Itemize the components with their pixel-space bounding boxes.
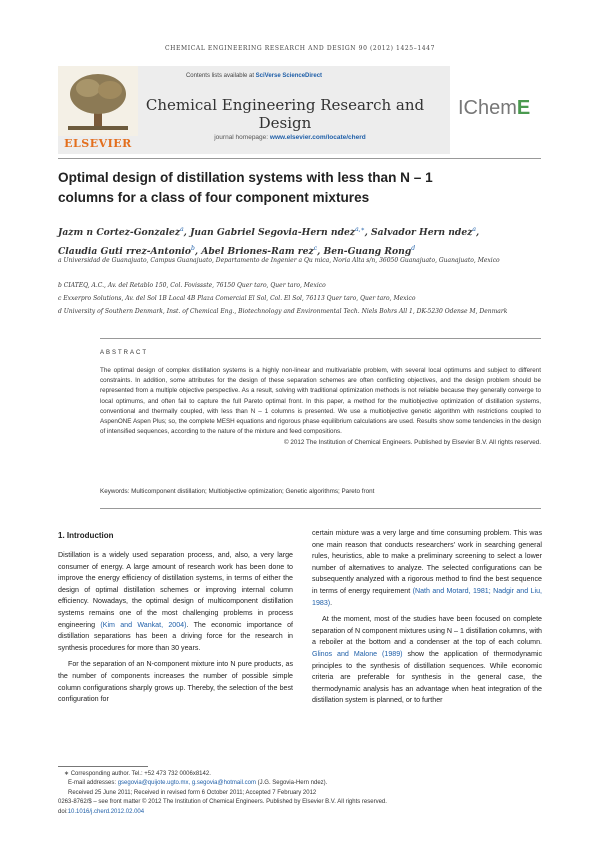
affiliation-b: b CIATEQ, A.C., Av. del Retablo 150, Col. Fovissste, 76150 Quer taro, Quer taro, Mexico [58, 282, 326, 289]
citation-link[interactable]: (Nath and Motard, 1981; Nadgir and Liu, 1983) [312, 586, 542, 607]
email-note: E-mail addresses: gsegovia@quijote.ugto.mx, g.segovia@hotmail.com (J.G. Segovia-Hern ndez). [68, 780, 328, 787]
author-affil-mark[interactable]: a [180, 226, 184, 233]
received-dates: Received 25 June 2011; Received in revised form 6 October 2011; Accepted 7 February 2012 [68, 789, 317, 796]
left-column [58, 550, 293, 706]
homepage-link[interactable]: www.elsevier.com/locate/cherd [269, 134, 366, 141]
author-affil-mark[interactable]: d [411, 245, 416, 253]
doi-link[interactable]: 10.1016/j.cherd.2012.02.004 [67, 808, 145, 815]
author-affil-mark[interactable]: b [191, 245, 195, 253]
paper-title-line-1: Optimal design of distillation systems with less than N – 1 [58, 170, 433, 185]
journal-homepage [150, 134, 430, 141]
abstract-body [100, 366, 541, 449]
running-head: CHEMICAL ENGINEERING RESEARCH AND DESIGN 90 (2012) 1425–1447 [164, 45, 435, 52]
divider [58, 158, 541, 159]
abstract-top-rule [100, 338, 541, 339]
publisher-logo-text: ELSEVIER [64, 137, 132, 150]
author-affil-mark[interactable]: c [313, 245, 318, 253]
abstract-copyright: © 2012 The Institution of Chemical Engineers. Published by Elsevier B.V. All rights reserved. [283, 439, 541, 447]
elsevier-tree-icon [58, 66, 138, 136]
author-affil-mark[interactable]: a [472, 226, 476, 233]
homepage-prefix: journal homepage: [214, 134, 270, 141]
author-name[interactable]: Abel Briones-Ram rez [201, 246, 314, 258]
footnote-rule [58, 766, 148, 767]
footnotes [58, 770, 538, 817]
author-affil-mark[interactable]: a,∗ [355, 226, 365, 233]
ichem-logo-e: E [516, 97, 531, 119]
affiliation-d: d University of Southern Denmark, Inst. of Chemical Eng., Biotechnology and Environmental Tech. Niels Bohrs All 1, DK-5230 Odense M, Denmark [58, 308, 508, 315]
paragraph: For the separation of an N-component mixture into N pure products, as the number of components increases the number of possible simple column configurations sharply grows up. Thereby, the selection of the best configuration for [58, 660, 293, 704]
ichem-logo [458, 97, 530, 120]
author-list: Jazm n Cortez-Gonzalez$^a$, Juan Gabriel Segovia-Hern ndez$^{a,∗}$, Salvador Hern ndez$^a$, Claudia Guti rrez-Antonio$^b$, Abel Briones-Ram rez$^c$, Ben-Guang Rong$^d$ [58, 226, 480, 258]
author-name[interactable]: Jazm n Cortez-Gonzalez [58, 227, 181, 239]
paper-title [58, 168, 538, 208]
abstract-bottom-rule [100, 508, 541, 509]
citation-link[interactable]: Glinos and Malone (1989) [312, 649, 403, 658]
doi-line: doi:10.1016/j.cherd.2012.02.004 [58, 808, 145, 815]
contents-line [140, 73, 368, 79]
journal-title: Chemical Engineering Research and Design [145, 96, 425, 132]
paragraph: certain mixture was a very large and time consuming problem. This was one main reason that conducts researchers' work in searching general rules, heuristics, able to make a preliminary screening to select a lower number of alternatives to analyze. The selected configurations can be subsequently analyzed with a rigorous method to find the best sequence in terms of energy requirement (Nath and Motard, 1981; Nadgir and Liu, 1983). [312, 529, 542, 607]
abstract-heading: ABSTRACT [100, 350, 149, 356]
citation-link[interactable]: (Kim and Wankat, 2004) [100, 620, 187, 629]
section-heading-introduction: 1. Introduction [58, 531, 114, 540]
right-column [312, 528, 542, 707]
keywords: Keywords: Multicomponent distillation; Multiobjective optimization; Genetic algorithms; Pareto front [100, 488, 375, 495]
author-name[interactable]: Claudia Guti rrez-Antonio [58, 246, 191, 258]
email-link[interactable]: gsegovia@quijote.ugto.mx, g.segovia@hotmail.com [117, 780, 256, 787]
affiliation-a: a Universidad de Guanajuato, Campus Guanajuato, Departamento de Ingenier a Qu mica, Noria Alta s/n, 36050 Guanajuato, Guanajuato, Mexico [58, 257, 500, 264]
paragraph: At the moment, most of the studies have been focused on complete separation of N component mixtures using N – 1 distillation columns, with a reboiler at the bottom and a condenser at the top of each column. Glinos and Malone (1989) show the application of thermodynamic principles to the synthesis of distillation sequences. While economic criteria are preferable for synthesis in the general case, the thermodynamic analysis has an advantage when heat integration of the distillation system is planned, or to further [312, 615, 542, 705]
ichem-logo-main: IChem [458, 97, 517, 119]
issn-line: 0263-8762/$ – see front matter © 2012 The Institution of Chemical Engineers. Published by Elsevier B.V. All rights reserved. [58, 799, 387, 806]
contents-prefix: Contents lists available at [185, 73, 256, 79]
author-name[interactable]: Salvador Hern ndez [371, 227, 473, 239]
sciencedirect-link[interactable]: SciVerse ScienceDirect [255, 73, 323, 79]
author-name[interactable]: Juan Gabriel Segovia-Hern ndez [190, 227, 356, 239]
corresponding-author-note: ∗ Corresponding author. Tel.: +52 473 732 0006x8142. [64, 771, 211, 777]
paragraph: Distillation is a widely used separation process, and, also, a very large consumer of energy. A large amount of research work has been done to improve the energy efficiency of distillation systems, in terms of either the design of optimal distillation schemes or improving internal column efficiency. Nowadays, the optimal design of multicomponent distillation systems remains one of the most challenging problems in process engineering (Kim and Wankat, 2004). The economic importance of distillation separations has been a driving force for the research in synthesis procedures for more than 30 years. [58, 551, 293, 652]
affiliation-c: c Exxerpro Solutions, Av. del Sol 1B Local 4B Plaza Comercial El Sol, Col. El Sol, 76113 Quer taro, Quer taro, Mexico [58, 295, 416, 302]
paper-title-line-2: columns for a class of four component mixtures [58, 190, 370, 205]
author-name[interactable]: Ben-Guang Rong [323, 246, 412, 258]
abstract-text: The optimal design of complex distillation systems is a highly non-linear and multivariable problem, with several local optimums and subject to different constraints. In addition, some attributes for the design of these separation schemes are often conflicting objectives, and the design problem should be represented from a multiple objective perspective. As a result, solving with traditional optimization methods is not reliable because they generally converge to local optimums, and often fail to capture the full Pareto optimal front. In this paper, a method for the multiobjective optimization of distillation systems, conventional and thermally coupled, with less than N – 1 columns is presented. We use a multiobjective genetic algorithm with restrictions coupled to AspenONE Aspen Plus; so, the complete MESH equations and rigorous phase equilibrium calculations are used. Results show some tendencies in the design of intensified sequences, according to the nature of the mixture and feed compositions. [100, 367, 541, 436]
